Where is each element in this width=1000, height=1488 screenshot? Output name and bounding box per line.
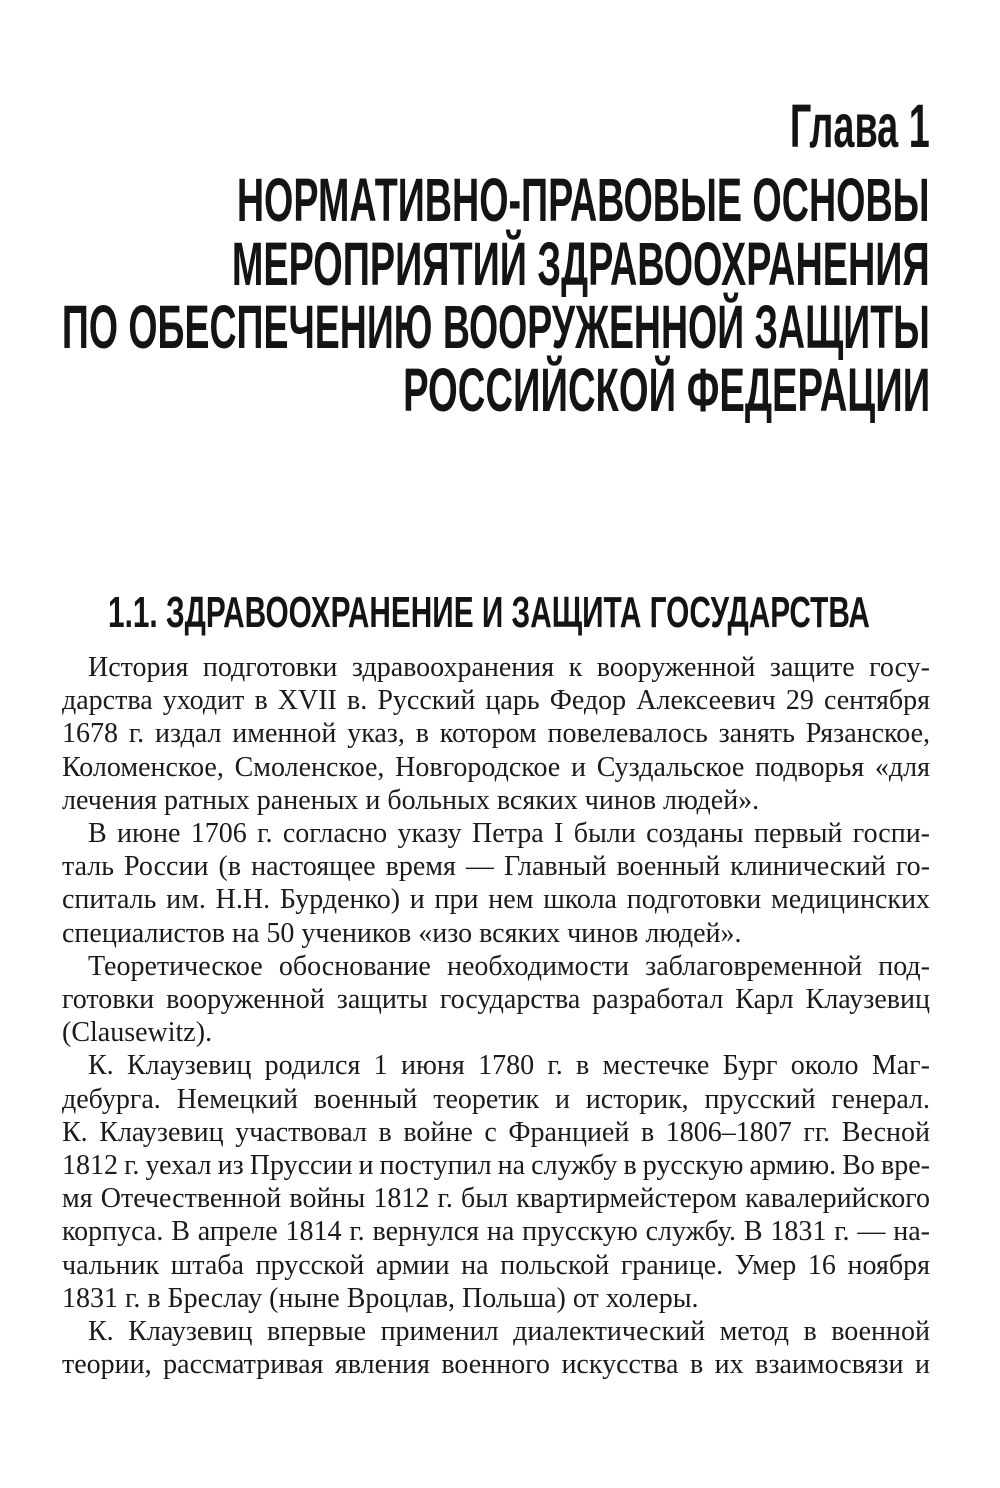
text-line: 1812 г. уехал из Пруссии и поступил на службу в русскую армию. Во вре-	[62, 1150, 930, 1182]
body-text	[62, 651, 930, 1381]
text-line: лечения ратных раненых и больных всяких чинов людей».	[62, 784, 760, 816]
text-line: К. Клаузевиц родился 1 июня 1780 г. в местечке Бург около Маг-	[88, 1050, 930, 1082]
text-line: 1831 г. в Бреслау (ныне Вроцлав, Польша) от холеры.	[62, 1282, 699, 1314]
text-line: чальник штаба прусской армии на польской границе. Умер 16 ноября	[62, 1249, 930, 1281]
text-line: 1678 г. издал именной указ, в котором повелевалось занять Рязанское,	[62, 718, 930, 750]
text-line: Коломенское, Смоленское, Новгородское и Суздальское подворья «для	[62, 751, 930, 783]
paragraph-5	[62, 1315, 930, 1381]
chapter-title-line-1: НОРМАТИВНО-ПРАВОВЫЕ ОСНОВЫ	[237, 166, 930, 234]
text-line: мя Отечественной войны 1812 г. был квартирмейстером кавалерийского	[62, 1183, 930, 1215]
text-line: корпуса. В апреле 1814 г. вернулся на прусскую службу. В 1831 г. — на-	[62, 1216, 930, 1248]
text-line: К. Клаузевиц впервые применил диалектический метод в военной	[88, 1316, 930, 1348]
text-line: К. Клаузевиц участвовал в войне с Францией в 1806–1807 гг. Весной	[62, 1116, 930, 1148]
text-line: дебурга. Немецкий военный теоретик и историк, прусский генерал.	[62, 1083, 930, 1115]
chapter-title-line-3: ПО ОБЕСПЕЧЕНИЮ ВООРУЖЕННОЙ ЗАЩИТЫ	[62, 293, 930, 361]
text-line: готовки вооруженной защиты государства разработал Карл Клаузевиц	[62, 984, 930, 1016]
text-line: В июне 1706 г. согласно указу Петра I были созданы первый госпи-	[88, 818, 930, 850]
text-line: История подготовки здравоохранения к вооруженной защите госу-	[88, 652, 930, 683]
section-number: 1.1.	[108, 588, 158, 637]
section-title: ЗДРАВООХРАНЕНИЕ И ЗАЩИТА ГОСУДАРСТВА	[165, 588, 870, 637]
chapter-label: Глава 1	[790, 92, 930, 160]
text-line: таль России (в настоящее время — Главный военный клинический го-	[62, 851, 930, 883]
paragraph-1	[62, 651, 930, 817]
section-heading	[108, 588, 870, 637]
paragraph-4	[62, 1049, 930, 1315]
text-line: Теоретическое обоснование необходимости заблаговременной под-	[88, 950, 930, 982]
text-line: (Clausewitz).	[62, 1017, 213, 1049]
chapter-title-line-4: РОССИЙСКОЙ ФЕДЕРАЦИИ	[402, 356, 930, 424]
chapter-title-line-2: МЕРОПРИЯТИЙ ЗДРАВООХРАНЕНИЯ	[232, 230, 930, 298]
paragraph-3	[62, 950, 930, 1050]
text-line: дарства уходит в XVII в. Русский царь Федор Алексеевич 29 сентября	[62, 685, 930, 717]
paragraph-2	[62, 817, 930, 950]
text-line: спиталь им. Н.Н. Бурденко) и при нем школа подготовки медицинских	[62, 884, 930, 916]
text-line: специалистов на 50 учеников «изо всяких чинов людей».	[62, 917, 742, 949]
text-line: теории, рассматривая явления военного искусства в их взаимосвязи и	[62, 1349, 930, 1381]
